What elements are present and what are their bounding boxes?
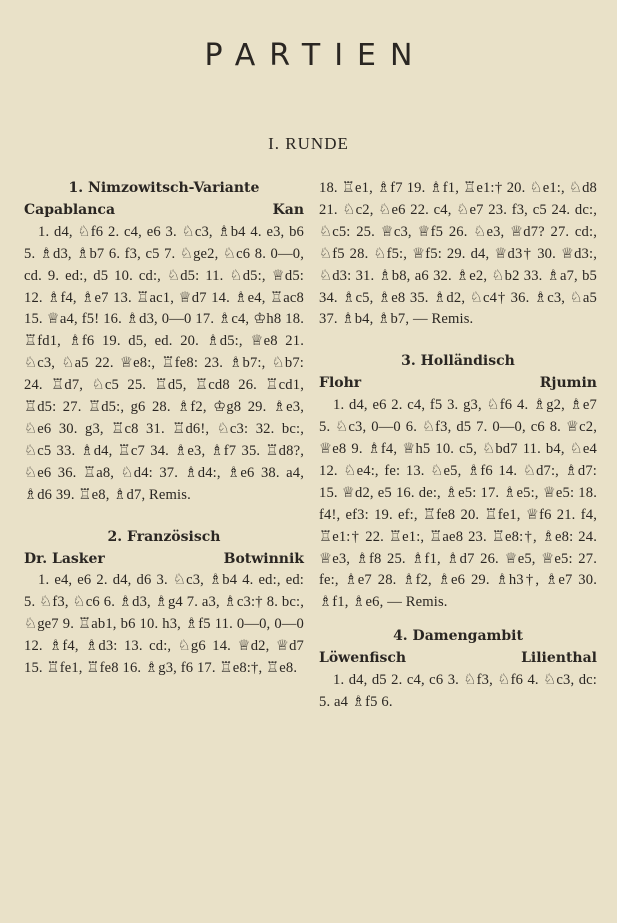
game-4-players [319, 648, 597, 670]
game-2-players [24, 549, 304, 571]
game-2-moves-continued: 18. ♖e1, ♗f7 19. ♗f1, ♖e1:† 20. ♘e1:, ♘d8 21. ♘c2, ♘e6 22. c4, ♘e7 23. f3, c5 24. dc:, ♘c5: 25. ♕c3, ♕f5 26. ♘e3, ♕d7? 27. cd:, ♘f5 28. ♘f5:, ♕f5: 29. d4, ♕d3† 30. ♕d3:, ♘d3: 31. ♗b8, a6 32. ♗e2, ♘b2 33. ♗a7, b5 34. ♗c5, ♗e8 35. ♗d2, ♘c4† 36. ♗c3, ♘a5 37. ♗b4, ♗b7, — Remis. [319, 180, 597, 328]
game-4-white: Löwenfisch [319, 650, 407, 667]
game-4-moves: 1. d4, d5 2. c4, c6 3. ♘f3, ♘f6 4. ♘c3, dc: 5. a4 ♗f5 6. [319, 672, 597, 710]
left-column [24, 178, 304, 680]
game-3-moves: 1. d4, e6 2. c4, f5 3. g3, ♘f6 4. ♗g2, ♗e7 5. ♘c3, 0—0 6. ♘f3, d5 7. 0—0, c6 8. ♕c2, ♕e8 9. ♗f4, ♕h5 10. c5, ♘bd7 11. b4, ♘e4 12. ♘e4:, fe: 13. ♘e5, ♗f6 14. ♘d7:, ♗d7: 15. ♕d2, e5 16. de:, ♗e5: 17. ♗e5:, ♕e5: 18. f4!, ef3: 19. ef:, ♖fe8 20. ♖fe1, ♕f6 21. f4, ♖e1:† 22. ♖e1:, ♖ae8 23. ♖e8:†, ♗e8: 24. ♕e3, ♗f8 25. ♗f1, ♗d7 26. ♕e5, ♕e5: 27. fe:, ♗e7 28. ♗f2, ♗e6 29. ♗h3†, ♗e7 30. ♗f1, ♗e6, — Remis. [319, 397, 597, 611]
page-title: PARTIEN [204, 38, 427, 73]
game-1-black: Kan [272, 201, 304, 218]
game-2-black: Botwinnik [223, 550, 304, 567]
game-3-black: Rjumin [539, 375, 597, 392]
game-3-title: 3. Holländisch [401, 353, 515, 370]
game-2-white: Dr. Lasker [24, 550, 105, 567]
game-3-players [319, 373, 597, 395]
game-1-players [24, 200, 304, 222]
game-2-moves: 1. e4, e6 2. d4, d6 3. ♘c3, ♗b4 4. ed:, ed: 5. ♘f3, ♘c6 6. ♗d3, ♗g4 7. a3, ♗c3:† 8. bc:, ♘ge7 9. ♖ab1, b6 10. h3, ♗f5 11. 0—0, 0—0 12. ♗f4, ♗d3: 13. cd:, ♘g6 14. ♕d2, ♕d7 15. ♖fe1, ♖fe8 16. ♗g3, f6 17. ♖e8:†, ♖e8. [24, 572, 304, 677]
game-1-moves: 1. d4, ♘f6 2. c4, e6 3. ♘c3, ♗b4 4. e3, b6 5. ♗d3, ♗b7 6. f3, c5 7. ♘ge2, ♘c6 8. 0—0, cd. 9. ed:, d5 10. cd:, ♘d5: 11. ♘d5:, ♕d5: 12. ♗f4, ♗e7 13. ♖ac1, ♕d7 14. ♗e4, ♖ac8 15. ♕a4, f5! 16. ♗d3, 0—0 17. ♗c4, ♔h8 18. ♖fd1, ♗f6 19. d5, ed. 20. ♗d5:, ♕e8 21. ♘c3, ♘a5 22. ♕e8:, ♖fe8: 23. ♗b7:, ♘b7: 24. ♖d7, ♘c5 25. ♖d5, ♖cd8 26. ♖cd1, ♖d5: 27. ♖d5:, g6 28. ♗f2, ♔g8 29. ♗e3, ♘e6 30. g3, ♖c8 31. ♖d6!, ♘c3: 32. bc:, ♘c5 33. ♗d4, ♖c7 34. ♗e3, ♗f7 35. ♖d8?, ♘e6 36. ♖a8, ♘d4: 37. ♗d4:, ♗e6 38. a4, ♗d6 39. ♖e8, ♗d7, Remis. [24, 223, 304, 503]
game-1-title: 1. Nimzowitsch-Variante [68, 180, 260, 196]
game-4-title: 4. Damengambit [393, 628, 523, 645]
game-2-title: 2. Französisch [107, 528, 221, 545]
round-title: I. RUNDE [268, 134, 349, 153]
game-3-white: Flohr [319, 375, 362, 392]
right-column [319, 178, 597, 714]
game-4-black: Lilienthal [521, 650, 597, 667]
game-1-white: Capablanca [24, 201, 116, 218]
